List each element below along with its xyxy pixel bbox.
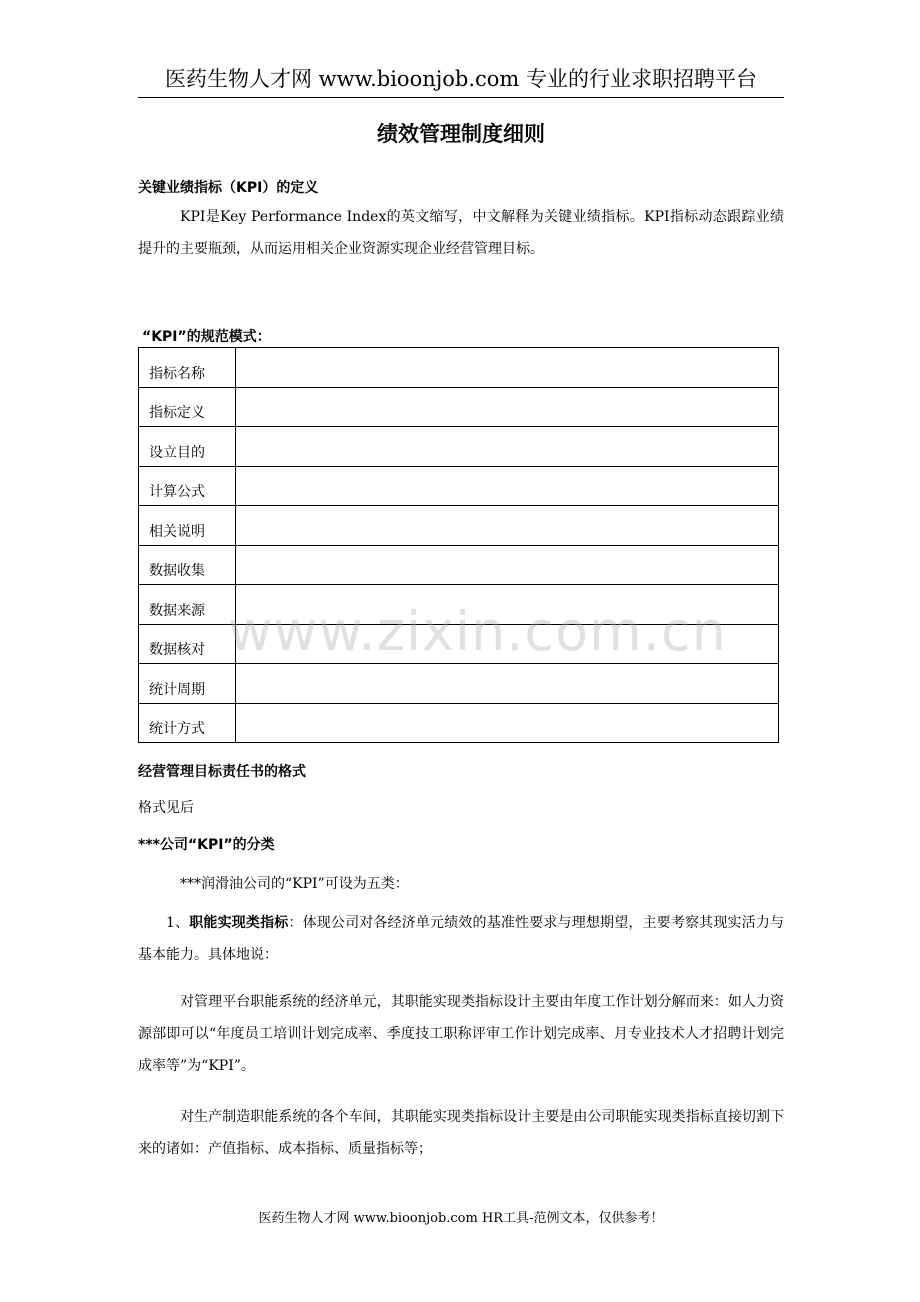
kpi-field-label: 指标名称 <box>139 348 236 388</box>
section-heading-responsibility-format: 经营管理目标责任书的格式 <box>138 764 306 780</box>
format-note: 格式见后 <box>138 800 194 816</box>
kpi-table-row <box>139 348 779 388</box>
item-1-number: 1、 <box>166 915 190 931</box>
page-footer: 医药生物人才网 www.bioonjob.com HR工具-范例文本，仅供参考！ <box>258 1211 664 1226</box>
kpi-field-value <box>236 427 779 467</box>
kpi-table-row <box>139 506 779 546</box>
kpi-table-row <box>139 466 779 506</box>
item-1-term: 职能实现类指标 <box>189 915 289 931</box>
item-1-paragraph <box>138 907 784 971</box>
kpi-field-value <box>236 703 779 743</box>
kpi-table-row <box>139 703 779 743</box>
kpi-field-value <box>236 348 779 388</box>
kpi-field-label: 数据来源 <box>139 585 236 625</box>
kpi-field-label: 数据收集 <box>139 545 236 585</box>
kpi-field-label: 指标定义 <box>139 387 236 427</box>
page-header: 医药生物人才网 www.bioonjob.com 专业的行业求职招聘平台 <box>164 67 758 91</box>
kpi-field-label: 统计方式 <box>139 703 236 743</box>
kpi-table-row <box>139 427 779 467</box>
kpi-field-label: 设立目的 <box>139 427 236 467</box>
kpi-template-table <box>138 347 779 743</box>
section-heading-kpi-categories: ***公司“KPI”的分类 <box>138 837 275 853</box>
kpi-categories-intro: ***润滑油公司的“KPI”可设为五类： <box>180 876 409 892</box>
kpi-field-value <box>236 664 779 704</box>
document-title: 绩效管理制度细则 <box>377 122 545 146</box>
management-platform-paragraph: 对管理平台职能系统的经济单元，其职能实现类指标设计主要由年度工作计划分解而来：如人力资源部即可以“年度员工培训计划完成率、季度技工职称评审工作计划完成率、月专业技术人才招聘计划完成率等”为“KPI”。 <box>138 994 784 1074</box>
kpi-table-row <box>139 545 779 585</box>
kpi-field-value <box>236 466 779 506</box>
item-1-description: ：体现公司对各经济单元绩效的基准性要求与理想期望，主要考察其现实活力与基本能力。具体地说： <box>138 915 785 963</box>
kpi-field-label: 相关说明 <box>139 506 236 546</box>
kpi-field-label: 计算公式 <box>139 466 236 506</box>
kpi-field-label: 统计周期 <box>139 664 236 704</box>
kpi-field-value <box>236 387 779 427</box>
header-divider <box>138 97 784 98</box>
kpi-field-label: 数据核对 <box>139 624 236 664</box>
kpi-definition-paragraph: KPI是Key Performance Index的英文缩写，中文解释为关键业绩指标。KPI指标动态跟踪业绩提升的主要瓶颈，从而运用相关企业资源实现企业经营管理目标。 <box>138 209 784 257</box>
kpi-field-value <box>236 545 779 585</box>
kpi-field-value <box>236 506 779 546</box>
watermark: www.zixin.com.cn <box>228 600 727 663</box>
kpi-table-row <box>139 664 779 704</box>
production-system-paragraph: 对生产制造职能系统的各个车间，其职能实现类指标设计主要是由公司职能实现类指标直接切割下来的诸如：产值指标、成本指标、质量指标等； <box>138 1109 784 1157</box>
section-heading-kpi-definition: 关键业绩指标（KPI）的定义 <box>138 180 319 196</box>
kpi-table-row <box>139 387 779 427</box>
section-heading-kpi-template: “KPI”的规范模式： <box>142 329 271 345</box>
